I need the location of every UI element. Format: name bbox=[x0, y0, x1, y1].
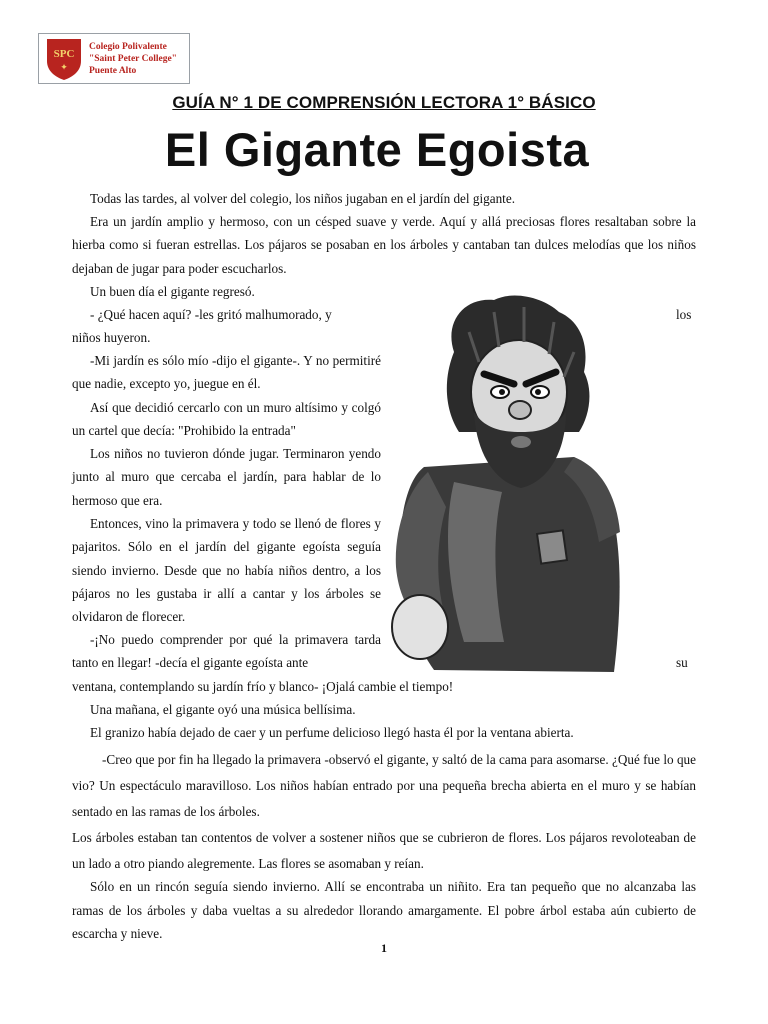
crest-letters: SPC bbox=[53, 47, 75, 60]
paragraph-4-end-word: los bbox=[676, 307, 692, 322]
page-number: 1 bbox=[381, 941, 387, 955]
paragraph-4-start: - ¿Qué hacen aquí? -les gritó malhumorado, y bbox=[90, 307, 332, 322]
school-name bbox=[89, 41, 177, 77]
paragraph-9-end-word: su bbox=[676, 655, 688, 670]
paragraph-3: Un buen día el gigante regresó. bbox=[90, 284, 255, 299]
school-line-2: "Saint Peter College" bbox=[89, 53, 177, 64]
paragraph-7: Los niños no tuvieron dónde jugar. Terminaron yendo junto al muro que cercaba el jardín, para hablar de lo hermoso que era. bbox=[72, 446, 381, 508]
paragraph-9-start: -¡No puedo comprender por qué la primavera tarda tanto en llegar! -decía el gigante egoísta ante bbox=[72, 632, 381, 671]
guide-title: GUÍA N° 1 DE COMPRENSIÓN LECTORA 1° BÁSICO bbox=[172, 93, 596, 112]
school-line-3: Puente Alto bbox=[89, 65, 137, 76]
paragraph-12: -Creo que por fin ha llegado la primavera -observó el gigante, y saltó de la cama para asomarse. ¿Qué fue lo que vio? Un espectáculo maravilloso. Los niños habían entrado por una pequeña brecha abierta en el muro y se habían sentado en las ramas de los árboles. bbox=[72, 752, 696, 819]
paragraph-9-continued: ventana, contemplando su jardín frío y blanco- ¡Ojalá cambie el tiempo! bbox=[72, 679, 454, 694]
paragraph-14: Sólo en un rincón seguía siendo invierno. Allí se encontraba un niñito. Era tan pequeño que no alcanzaba las ramas de los árboles y daba vueltas a su alrededor llorando amargamente. El pobre árbol estaba aún cubierto de escarcha y nieve. bbox=[72, 879, 696, 941]
school-crest-icon bbox=[45, 37, 83, 81]
paragraph-5: -Mi jardín es sólo mío -dijo el gigante-. Y no permitiré que nadie, excepto yo, juegue en él. bbox=[72, 353, 381, 392]
school-line-1: Colegio Polivalente bbox=[89, 41, 167, 52]
svg-text:✦: ✦ bbox=[60, 61, 68, 72]
paragraph-1: Todas las tardes, al volver del colegio, los niños jugaban en el jardín del gigante. bbox=[90, 191, 515, 206]
paragraph-2: Era un jardín amplio y hermoso, con un césped suave y verde. Aquí y allá preciosas flores resaltaban sobre la hierba como si fueran estrellas. Los pájaros se posaban en los árboles y cantaban tan dulces melodías que los niños dejaban de jugar para poder escucharlos. bbox=[72, 214, 696, 276]
paragraph-13: Los árboles estaban tan contentos de volver a sostener niños que se cubrieron de flores. Los pájaros revoloteaban de un lado a otro piando alegremente. Las flores se asomaban y reían. bbox=[72, 830, 696, 871]
school-logo-box bbox=[38, 33, 190, 84]
giant-illustration bbox=[384, 292, 624, 677]
paragraph-6: Así que decidió cercarlo con un muro altísimo y colgó un cartel que decía: "Prohibido la entrada" bbox=[72, 400, 381, 439]
story-title: El Gigante Egoista bbox=[164, 123, 590, 176]
paragraph-4-continued: niños huyeron. bbox=[72, 330, 151, 345]
paragraph-10: Una mañana, el gigante oyó una música bellísima. bbox=[90, 702, 356, 717]
paragraph-11: El granizo había dejado de caer y un perfume delicioso llegó hasta él por la ventana abierta. bbox=[90, 725, 574, 740]
paragraph-8: Entonces, vino la primavera y todo se llenó de flores y pajaritos. Sólo en el jardín del gigante egoísta seguía siendo invierno. Desde que no había niños dentro, a los pájaros no les gustaba ir allí a cantar y los árboles se olvidaron de florecer. bbox=[72, 516, 381, 625]
